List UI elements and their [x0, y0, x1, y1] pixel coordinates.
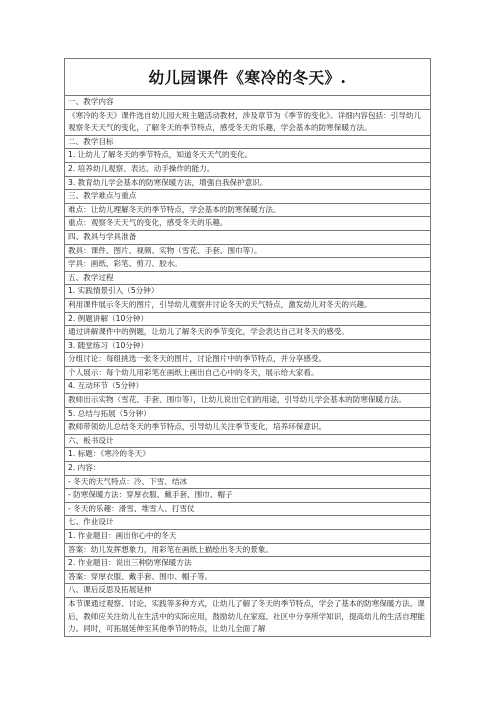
section-heading-materials: 四、教具与学具准备 [64, 230, 431, 244]
section-heading-homework: 七、作业设计 [64, 515, 431, 529]
process-step-1-text: 利用课件展示冬天的图片，引导幼儿观察并讨论冬天的天气特点，激发幼儿对冬天的兴趣。 [64, 298, 431, 312]
board-warmth-item: - 防寒保暖方法：穿厚衣服、戴手套、围巾、帽子 [64, 488, 431, 502]
board-fun-item: - 冬天的乐趣：滑雪、堆雪人、打雪仗 [64, 502, 431, 516]
process-step-3-title: 3. 随堂练习（10分钟） [64, 339, 431, 353]
homework-1-question: 1. 作业题目：画出你心中的冬天 [64, 529, 431, 543]
board-weather-item: - 冬天的天气特点：冷、下雪、结冰 [64, 475, 431, 489]
homework-1-answer: 答案：幼儿发挥想象力，用彩笔在画纸上描绘出冬天的景象。 [64, 543, 431, 557]
section-heading-reflection: 八、课后反思及拓展延伸 [64, 583, 431, 597]
process-step-3-group-text: 分组讨论：每组挑选一张冬天的图片，讨论图片中的季节特点，并分享感受。 [64, 352, 431, 366]
process-step-4-title: 4. 互动环节（5分钟） [64, 379, 431, 393]
board-title-item: 1. 标题：《寒冷的冬天》 [64, 447, 431, 461]
section-heading-board: 六、板书设计 [64, 434, 431, 448]
section-heading-content: 一、教学内容 [64, 95, 431, 109]
process-step-5-text: 教师带领幼儿总结冬天的季节特点，引导幼儿关注季节变化，培养环保意识。 [64, 420, 431, 434]
section-heading-process: 五、教学过程 [64, 271, 431, 285]
section-heading-objectives: 二、教学目标 [64, 135, 431, 149]
content-paragraph: 《寒冷的冬天》课件选自幼儿园大班主题活动教材，涉及章节为《季节的变化》。详细内容包括：引导幼儿观察冬天天气的变化，了解冬天的季节特点，感受冬天的乐趣，学会基本的防寒保暖方法。 [64, 109, 431, 135]
process-step-2-text: 通过讲解课件中的例题，让幼儿了解冬天的季节变化，学会表达自己对冬天的感受。 [64, 325, 431, 339]
process-step-1-title: 1. 实践情景引入（5分钟） [64, 284, 431, 298]
process-step-4-text: 教师出示实物（雪花、手套、围巾等），让幼儿说出它们的用途，引导幼儿学会基本的防寒保暖方法。 [64, 393, 431, 407]
process-step-5-title: 5. 总结与拓展（5分钟） [64, 407, 431, 421]
key-point-text: 重点：观察冬天天气的变化，感受冬天的乐趣。 [64, 216, 431, 230]
homework-2-question: 2. 作业题目：说出三种防寒保暖方法 [64, 556, 431, 570]
objective-item-2: 2. 培养幼儿观察、表达、动手操作的能力。 [64, 162, 431, 176]
teaching-aids-text: 教具：课件、图片、视频、实物（雪花、手套、围巾等）。 [64, 244, 431, 258]
process-step-2-title: 2. 例题讲解（10分钟） [64, 312, 431, 326]
difficulty-text: 难点：让幼儿理解冬天的季节特点，学会基本的防寒保暖方法。 [64, 203, 431, 217]
board-content-label: 2. 内容： [64, 461, 431, 475]
homework-2-answer: 答案：穿厚衣服、戴手套、围巾、帽子等。 [64, 570, 431, 584]
learning-aids-text: 学具：画纸、彩笔、剪刀、胶水。 [64, 257, 431, 271]
section-heading-difficulty: 三、教学难点与重点 [64, 189, 431, 203]
objective-item-1: 1. 让幼儿了解冬天的季节特点，知道冬天天气的变化。 [64, 148, 431, 162]
reflection-paragraph: 本节课通过观察、讨论、实践等多种方式，让幼儿了解了冬天的季节特点，学会了基本的防寒保暖方法。课后，教师应关注幼儿在生活中的实际应用，鼓励幼儿在家庭、社区中分享所学知识，提高幼儿的生活自理能力。同时，可拓展延伸至其他季节的特点，让幼儿全面了解 [64, 597, 431, 637]
document-title: 幼儿园课件《寒冷的冬天》. [64, 58, 431, 95]
objective-item-3: 3. 教育幼儿学会基本的防寒保暖方法，增强自我保护意识。 [64, 176, 431, 190]
document-page [64, 58, 431, 637]
process-step-3-individual-text: 个人展示：每个幼儿用彩笔在画纸上画出自己心中的冬天，展示给大家看。 [64, 366, 431, 380]
